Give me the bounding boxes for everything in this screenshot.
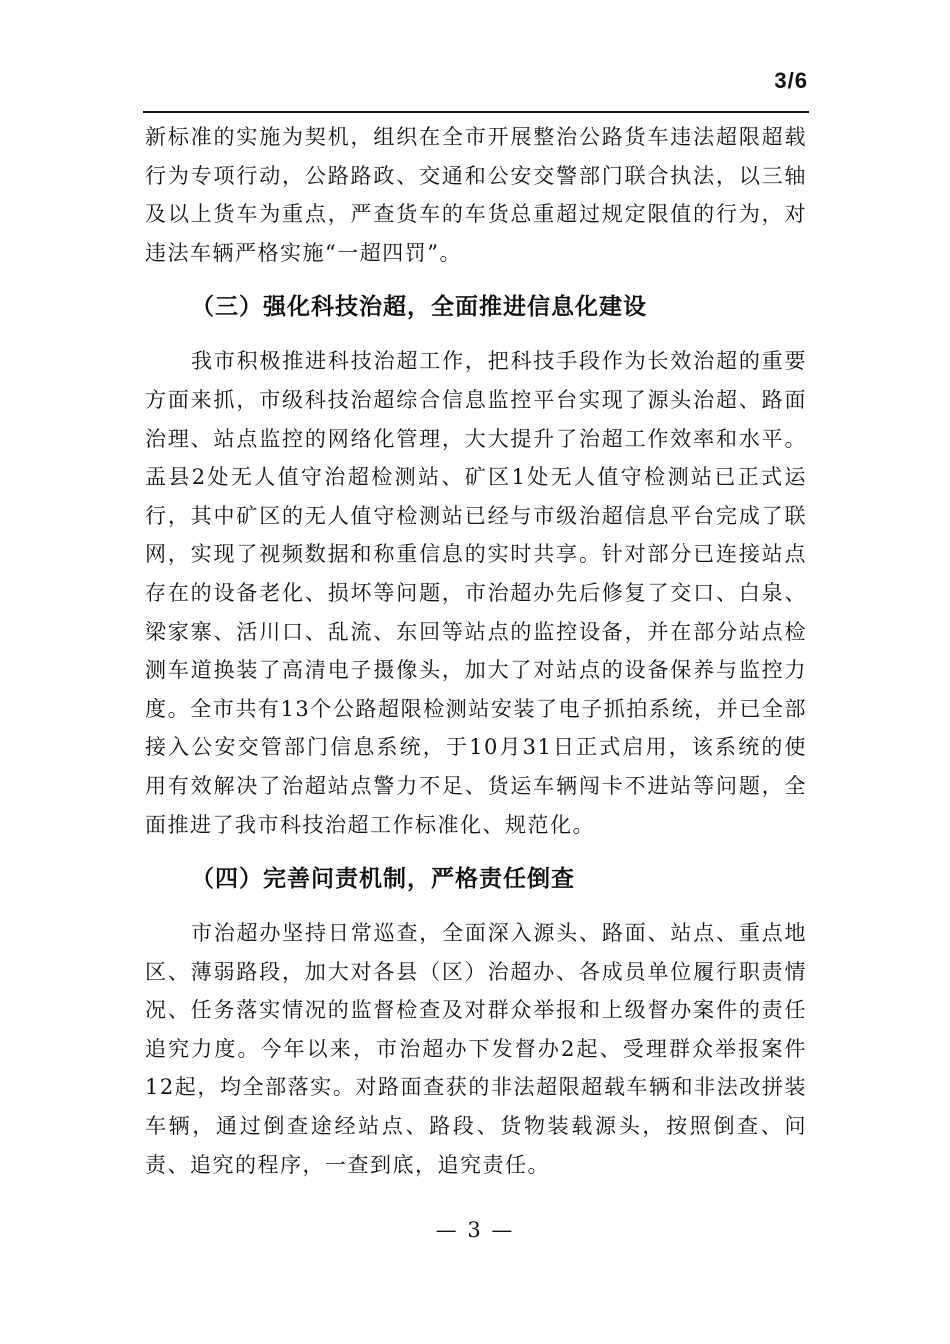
document-body — [145, 118, 807, 1184]
header-divider — [143, 111, 809, 113]
section-heading-4: （四）完善问责机制，严格责任倒查 — [191, 866, 575, 893]
page-counter: 3/6 — [774, 68, 808, 93]
page-number-footer: — 3 — — [435, 1218, 515, 1242]
section-heading-3: （三）强化科技治超，全面推进信息化建设 — [191, 294, 647, 321]
paragraph-section-3: 我市积极推进科技治超工作，把科技手段作为长效治超的重要方面来抓，市级科技治超综合信息监控平台实现了源头治超、路面治理、站点监控的网络化管理，大大提升了治超工作效率和水平。盂县2处无人值守治超检测站、矿区1处无人值守检测站已正式运行，其中矿区的无人值守检测站已经与市级治超信息平台完成了联网，实现了视频数据和称重信息的实时共享。针对部分已连接站点存在的设备老化、损坏等问题，市治超办先后修复了交口、白泉、梁家寨、活川口、乱流、东回等站点的监控设备，并在部分站点检测车道换装了高清电子摄像头，加大了对站点的设备保养与监控力度。全市共有13个公路超限检测站安装了电子抓拍系统，并已全部接入公安交管部门信息系统，于10月31日正式启用，该系统的使用有效解决了治超站点警力不足、货运车辆闯卡不进站等问题，全面推进了我市科技治超工作标准化、规范化。 — [145, 349, 807, 837]
paragraph-continued: 新标准的实施为契机，组织在全市开展整治公路货车违法超限超载行为专项行动，公路路政、交通和公安交警部门联合执法，以三轴及以上货车为重点，严查货车的车货总重超过规定限值的行为，对违法车辆严格实施“一超四罚”。 — [145, 125, 807, 265]
paragraph-section-4: 市治超办坚持日常巡查，全面深入源头、路面、站点、重点地区、薄弱路段，加大对各县（区）治超办、各成员单位履行职责情况、任务落实情况的监督检查及对群众举报和上级督办案件的责任追究力度。今年以来，市治超办下发督办2起、受理群众举报案件12起，均全部落实。对路面查获的非法超限超载车辆和非法改拼装车辆，通过倒查途经站点、路段、货物装载源头，按照倒查、问责、追究的程序，一查到底，追究责任。 — [145, 921, 807, 1177]
